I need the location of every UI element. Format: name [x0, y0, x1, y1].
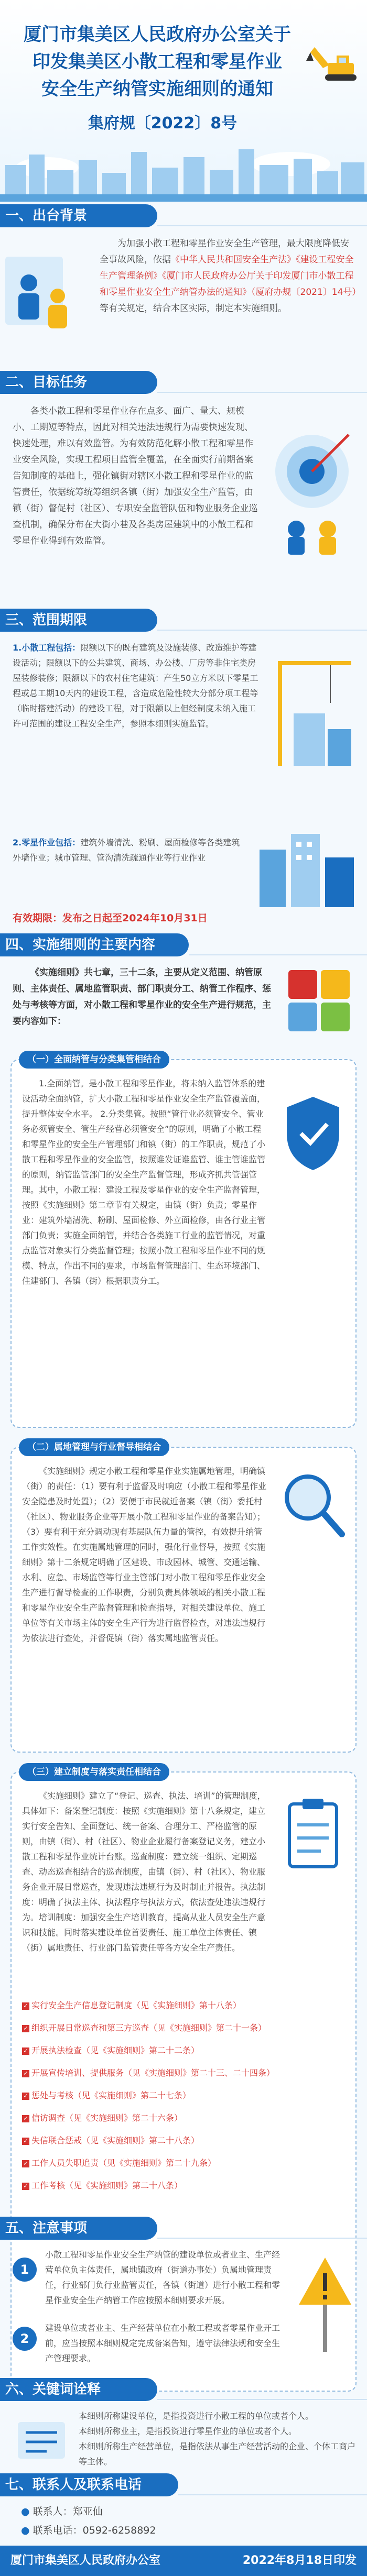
clipboard-icon [279, 1793, 347, 1872]
panel-3-text: 《实施细则》建立了“登记、巡查、执法、培训”的管理制度，具体如下：备案登记制度：按照《实施细则》第十八条规定，建立实行安全告知、全面登记、统一备案、合理分工、严格监管的原则，由镇（街）、村（社区）、物业企业履行备案登记义务，建立小散工程和零星作业统计台账。巡查制度：建立统一组织、定期巡查、动态巡查相结合的巡查制度，由镇（街）、村（社区）、物业服务企业开展日常巡查，发现违法违规行为及时制止并报告。执法制度：明确了执法主体、执法程序与执法方式，依法查处违法违规行为。培训制度：加强安全生产培训教育，提高从业人员安全生产意识和技能。同时落实建设单位首要责任、施工单位主体责任、镇（街）属地责任、行业部门监管责任等各方安全生产责任。 [22, 1791, 266, 1953]
note-number-2: 2 [13, 2327, 37, 2351]
section-divider [189, 954, 367, 955]
keywords-illustration-icon [13, 2412, 70, 2469]
contact-person-label: 联系人： [33, 2506, 73, 2517]
background-text-c: 等有关规定，结合本区实际，制定本实施细则。 [100, 303, 287, 314]
keyword-1: 本细则所称建设单位，是指投资进行小散工程的单位或者个人。 [79, 2411, 314, 2421]
check-icon: ✓ [22, 2138, 29, 2145]
section-divider [157, 2399, 367, 2400]
list-item-text: 信访调查（见《实施细则》第二十六条） [31, 2113, 183, 2123]
warning-sign-icon [294, 2252, 357, 2357]
scope-item-1 [13, 640, 259, 731]
bullet-icon: ● [21, 2525, 33, 2536]
keyword-2: 本细则所称业主，是指投资进行零星作业的单位或者个人。 [79, 2426, 297, 2436]
section-header-goal [0, 371, 367, 394]
list-item-text: 惩处与考核（见《实施细则》第二十七条） [31, 2090, 191, 2100]
list-item [22, 2043, 347, 2058]
section-title: 二、目标任务 [0, 371, 157, 394]
panel-2-title: （二）属地管理与行业督导相结合 [19, 1438, 169, 1456]
list-item-text: 工作考核（见《实施细则》第二十八条） [31, 2181, 183, 2190]
footer-date: 2022年8月18日印发 [242, 2554, 357, 2567]
section-divider [157, 392, 367, 393]
puzzle-icon [283, 965, 357, 1038]
section-title: 五、注意事项 [0, 2217, 157, 2240]
section-header-content [0, 933, 367, 956]
check-icon: ✓ [22, 2002, 29, 2010]
section-header-keywords [0, 2378, 367, 2401]
list-item [22, 2065, 347, 2080]
header-banner [0, 0, 367, 202]
section-title: 六、关键词诠释 [0, 2378, 157, 2401]
check-icon: ✓ [22, 2093, 29, 2100]
title-line-3: 安全生产纳管实施细则的通知 [41, 79, 273, 100]
keyword-list [79, 2408, 357, 2469]
list-item-text: 工作人员失职追责（见《实施细则》第二十九条） [31, 2158, 217, 2168]
list-item [22, 2133, 347, 2148]
title-line-1: 厦门市集美区人民政府办公室关于 [24, 24, 291, 45]
city-skyline-icon [0, 144, 367, 202]
background-laws: 《中华人民共和国安全生产法》《建设工程安全生产管理条例》《厦门市人民政府办公厅关于印发厦门市小散工程和零星作业安全生产纳管办法的通知》（厦府办规〔2021〕14号） [100, 255, 361, 298]
background-text-a: 为加强小散工程和零星作业安全生产管理，最大限度降低安全事故风险，依据 [100, 238, 349, 265]
list-item-text: 开展宣传培训、提供服务（见《实施细则》第二十三、二十四条） [31, 2068, 275, 2078]
check-icon: ✓ [22, 2160, 29, 2167]
panel-1-text: 1.全面纳管。是小散工程和零星作业，将未纳入监管体系的建设活动全面纳管，扩大小散工程和零星作业安全生产监管覆盖面，提升整体安全水平。 2.分类集管。按照“管行业必须管安全、管业务必须管安全、管生产经营必须管安全”的原则，明确了小散工程和零星作业的安全生产管理部门和镇（街）的工作职责，规范了小散工程和零星作业的安全监管，按照谁发证谁监管、谁主管谁监管的原则，纳管监管部门的安全生产监督管理，形成齐抓共管强管理。其中，小散工程：建设工程及零星作业的安全生产监督管理，按照《实施细则》第二章节有关规定，由镇（街）负责；零星作业：建筑外墙清洗、粉刷、屋面检修、外立面检修，由各行业主管部门负责；实施全面纳管，并结合各类施工行业的监管情况，对重点监管对象实行分类监督管理；按照小散工程和零星作业不同的规模、特点，作出不同的要求，市场监督管理部门、生态环境部门、住建部门、各镇（街）根据职责分工。 [22, 1078, 266, 1286]
bullet-icon: ● [21, 2506, 33, 2517]
list-item [22, 2155, 347, 2171]
section-title: 一、出台背景 [0, 204, 157, 227]
panel-3-list [22, 1998, 347, 2200]
list-item [22, 2178, 347, 2193]
check-icon: ✓ [22, 2025, 29, 2032]
list-item-text: 开展执法检查（见《实施细则》第二十二条） [31, 2045, 200, 2055]
section-divider [157, 225, 367, 226]
excavator-icon [304, 31, 362, 89]
check-icon: ✓ [22, 2115, 29, 2122]
contact-person-name: 郑亚仙 [72, 2506, 103, 2517]
list-item [22, 2088, 347, 2103]
scope-item-2-text: 建筑外墙清洗、粉刷、屋面检修等各类建筑外墙作业；城市管理、管沟清洗疏通作业等行业作业 [13, 838, 240, 863]
list-item [22, 2020, 347, 2035]
section-title: 三、范围期限 [0, 609, 157, 632]
section-title: 七、联系人及联系电话 [0, 2473, 178, 2496]
contact-phone-number: 0592-6258892 [82, 2525, 156, 2536]
note-2-text: 建设单位或者业主、生产经营单位在小散工程或者零星作业开工前，应当按照本细则规定完成备案告知，遵守法律法规和安全生产管理要求。 [45, 2323, 280, 2363]
target-illustration-icon [265, 424, 359, 555]
document-number: 集府规〔2022〕8号 [88, 114, 238, 133]
scope-item-2-title: 2.零星作业包括： [13, 838, 81, 847]
panel-2-text: 《实施细则》规定小散工程和零星作业实施属地管理，明确镇（街）的责任：（1）要有利于监督及时响应（小散工程和零星作业安全隐患及时处置）；（2）要便于市民就近备案（镇（街）委托村（社区）、物业服务企业等开展小散工程和零星作业的备案告知）；（3）要有利于充分调动现有基层队伍力量的管控，有效提升纳管工作实效性。在实施属地管理的同时，强化行业督导，按照《实施细则》第十二条规定明确了区建设、市政园林、城管、交通运输、水利、应急、市场监管等行业主管部门对小散工程和零星作业安全生产进行督导检查的工作职责，分别负责具体领域的相关小散工程和零星作业安全生产监督管理和检查指导，对相关建设单位、施工单位等有关市场主体的安全生产行为进行监督检查，对违法违规行为依法进行查处，并督促镇（街）落实属地监管责任。 [22, 1466, 267, 1643]
contact-phone [21, 2522, 156, 2539]
background-text [100, 236, 361, 317]
list-item [22, 2110, 347, 2126]
people-icon [0, 246, 89, 346]
validity-period: 有效期限：发布之日起至2024年10月31日 [13, 912, 208, 924]
scope-item-1-title: 1.小散工程包括： [13, 643, 81, 653]
shield-icon [279, 1092, 347, 1175]
section-header-contact [0, 2473, 367, 2496]
footer-org: 厦门市集美区人民政府办公室 [10, 2554, 161, 2567]
section-divider [157, 630, 367, 631]
section-divider [178, 2494, 367, 2495]
note-1-text: 小散工程和零星作业安全生产纳管的建设单位或者业主、生产经营单位负主体责任，属地镇政府（街道办事处）负属地管理责任，行业部门负行业监管责任，各镇（街道）进行小散工程和零星作业安全生产纳管工作应按照本细则要求开展。 [45, 2250, 280, 2305]
list-item-text: 组织开展日常巡查和第三方巡查（见《实施细则》第二十一条） [31, 2023, 267, 2033]
note-number-1: 1 [13, 2258, 37, 2282]
section-header-scope [0, 609, 367, 632]
contact-person [21, 2503, 103, 2520]
scope-item-1-text: 限额以下的既有建筑及设施装修、改造维护等建设活动；限额以下的公共建筑、商场、办公楼、厂房等非住宅类房屋装修装修；限额以下的农村住宅建筑：产生50立方米以下零星工程或总工期10天内的建设工程，含造成危险性较大分部分项工程等（临时搭建活动）的建设工程，对于限额以上但经制度未纳入施工许可范围的建设工程安全生产，参照本细则实施监管。 [13, 643, 258, 729]
buildings-icon [254, 829, 359, 907]
footer-bar [0, 2546, 367, 2576]
content-panel-2 [10, 1442, 357, 1753]
panel-3-title: （三）建立制度与落实责任相结合 [19, 1763, 169, 1781]
section-header-background [0, 204, 367, 227]
panel-1-title: （一）全面纳管与分类集管相结合 [19, 1051, 169, 1069]
goal-text: 各类小散工程和零星作业存在点多、面广、量大、规模小、工期短等特点，因此对相关违法违规行为需要快速发现、快速处理，难以有效监管。为有效防范化解小散工程和零星作业安全风险，实现工程项目监管全覆盖，在全面实行前期备案告知制度的基础上，强化镇街对辖区小散工程和零星作业的监管责任，依据统筹统筹组织各镇（街）加强安全生产监管，由镇（街）督促村（社区）、专职安全监管队伍和物业服务企业巡查机制，确保分布在大街小巷及各类房屋建筑中的小散工程和零星作业得到有效监管。 [13, 406, 258, 546]
section-divider [157, 2238, 367, 2239]
construction-crane-icon [267, 645, 357, 771]
section-header-notes [0, 2217, 367, 2240]
scope-item-2 [13, 835, 243, 865]
illustration-meeting [0, 246, 89, 346]
check-icon: ✓ [22, 2183, 29, 2190]
document-title [21, 21, 294, 103]
check-icon: ✓ [22, 2047, 29, 2055]
check-icon: ✓ [22, 2070, 29, 2077]
contact-phone-label: 联系电话： [33, 2525, 83, 2536]
list-item [22, 1998, 347, 2013]
section-title: 四、实施细则的主要内容 [0, 933, 189, 956]
keyword-3: 本细则所称生产经营单位，是指依法从事生产经营活动的企业、个体工商户等主体。 [79, 2441, 356, 2467]
list-item-text: 失信联合惩戒（见《实施细则》第二十八条） [31, 2135, 200, 2145]
title-line-2: 印发集美区小散工程和零星作业 [33, 51, 282, 72]
content-panel-1 [10, 1054, 357, 1428]
list-item-text: 实行安全生产信息登记制度（见《实施细则》第十八条） [31, 2000, 242, 2010]
magnifier-icon [279, 1469, 347, 1547]
content-intro: 《实施细则》共七章，三十二条，主要从定义范围、纳管原则、主体责任、属地监管职责、部门职责分工、纳管工作程序、惩处与考核等方面，对小散工程和零星作业的安全生产进行规范，主要内容如下： [13, 967, 271, 1027]
